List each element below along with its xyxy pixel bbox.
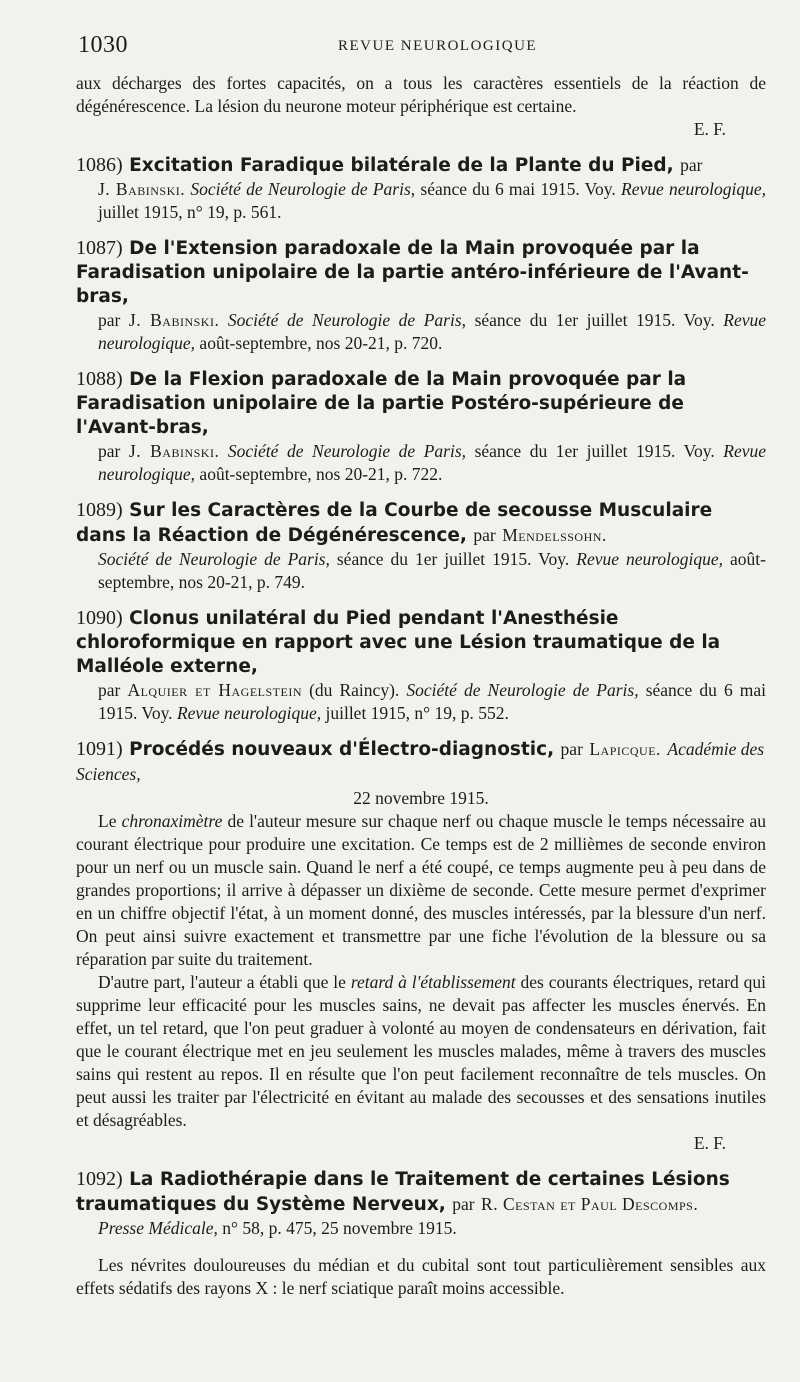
page-content [76,72,766,1300]
entry-by: par [560,739,583,759]
entry-by: par [98,680,121,700]
entry-journal: Revue neurologique, [176,703,322,723]
entry-title: Sur les Caractères de la Courbe de secousse Musculaire dans la Réaction de Dégénérescence, [76,500,713,546]
intro-paragraph [76,72,766,141]
entry-by: par [452,1194,475,1214]
text-run: de l'auteur mesure sur chaque nerf ou chaque muscle le temps nécessaire au courant électrique pour produire une excitation. Ce temps est de 2 millièmes de seconde environ pour un nerf ou un muscle sain. Quand le nerf a été coupé, ce temps augmente peu à peu dans de grandes proportions; il arrive à dépasser un dixième de seconde. Cette mesure permet d'exprimer en un chiffre objectif l'état, à un moment donné, des muscles intéressés, par la blessure d'un nerf. On peut ainsi suivre exactement et transmettre par une fiche l'évolution de la blessure ou sa réparation par suite du traitement. [76,811,767,969]
abstract-paragraph-2 [76,971,766,1132]
entry-author: R. Cestan et Paul Descomps. [481,1194,699,1214]
entry-title: De l'Extension paradoxale de la Main provoquée par la Faradisation unipolaire de la partie antéro-inférieure de l'Avant-bras, [76,238,749,307]
entry-session: séance du 1er juillet 1915. Voy. [474,310,715,330]
entry-society: Société de Neurologie de Paris, [227,441,467,461]
intro-text: aux décharges des fortes capacités, on a tous les caractères essentiels de la réaction de dégénérescence. La lésion du neurone moteur périphérique est certaine. [76,73,766,116]
entry-number: 1091) [76,738,123,760]
text-run: Le [98,811,117,831]
entry-reference [76,309,766,355]
entry-society: Académie des Sciences, [76,739,765,784]
entry-session: séance du 6 mai 1915. Voy. [420,179,616,199]
entry-reference [76,1217,766,1240]
entry-title: Procédés nouveaux d'Électro-diagnostic, [129,739,555,760]
entry-society: Société de Neurologie de Paris, [98,549,330,569]
entry-author: J. Babinski. [98,179,186,199]
entry-by: par [680,155,703,175]
entry-1090 [76,606,766,725]
abstract-paragraph: Les névrites douloureuses du médian et du cubital sont tout particulièrement sensibles aux effets sédatifs des rayons X : le nerf sciatique paraît moins accessible. [76,1255,766,1298]
entry-session: séance du 6 mai 1915. Voy. [98,680,767,723]
entry-session: séance du 1er juillet 1915. Voy. [336,549,570,569]
entry-1092 [76,1167,766,1300]
text-run: des courants électriques, retard qui supprime leur efficacité pour les muscles sains, ne devait pas affecter les muscles énervés. En effet, un tel retard, que l'on peut graduer à volonté au moyen de condensateurs en dérivation, fait que le courant électrique met en jeu seulement les muscles malades, même à travers des muscles sains qui restent au repos. Il en résulte que l'on peut facilement reconnaître de tels muscles. On peut aussi les traiter par l'électricité en évitant au malade des secousses et des sensations inutiles et désagréables. [76,972,767,1130]
entry-number: 1088) [76,368,123,390]
abstract-paragraph-1 [76,810,766,971]
abstract-signature: E. F. [693,1133,726,1153]
intro-signature: E. F. [693,119,726,139]
entry-by: par [98,441,121,461]
entry-number: 1086) [76,154,123,176]
entry-society: Société de Neurologie de Paris, [227,310,467,330]
entry-number: 1090) [76,607,123,629]
entry-issue: juillet 1915, n° 19, p. 552. [325,703,509,723]
entry-author: J. Babinski. [128,310,220,330]
entry-date: 22 novembre 1915. [353,788,489,808]
entry-1089 [76,498,766,594]
entry-title: De la Flexion paradoxale de la Main provoquée par la Faradisation unipolaire de la partie Postéro-supérieure de l'Avant-bras, [76,369,687,438]
entry-1086 [76,153,766,224]
term-italic: chronaximètre [121,811,223,831]
entry-1088 [76,367,766,486]
page-header [78,32,758,62]
entry-author: Lapicque. [589,739,661,759]
text-run: D'autre part, l'auteur a établi que le [98,972,346,992]
entry-number: 1087) [76,237,123,259]
running-head: REVUE NEUROLOGIQUE [338,38,538,54]
entry-by: par [98,310,121,330]
entry-society: Société de Neurologie de Paris, [406,680,639,700]
entry-by: par [473,525,496,545]
entry-reference [76,178,766,224]
entry-reference [76,548,766,594]
entry-title: La Radiothérapie dans le Traitement de certaines Lésions traumatiques du Système Nerveux, [76,1169,730,1215]
entry-author-location: (du Raincy). [309,680,400,700]
entry-journal: Presse Médicale, [98,1218,218,1238]
entry-issue: août-septembre, nos 20-21, p. 722. [199,464,443,484]
entry-journal: Revue neurologique, [621,179,767,199]
entry-author: J. Babinski. [128,441,220,461]
entry-author: Alquier et Hagelstein [127,680,303,700]
entry-reference [76,440,766,486]
entry-reference [76,679,766,725]
entry-issue: août-septembre, nos 20-21, p. 720. [199,333,443,353]
entry-society: Société de Neurologie de Paris, [190,179,416,199]
entry-journal: Revue neurologique, [98,310,767,353]
page-number: 1030 [78,32,128,58]
entry-issue: juillet 1915, n° 19, p. 561. [98,202,282,222]
entry-author: Mendelssohn. [502,525,607,545]
entry-1087 [76,236,766,355]
entry-1091 [76,737,766,1155]
term-italic: retard à l'établissement [350,972,516,992]
entry-number: 1089) [76,499,123,521]
entry-journal: Revue neurologique, [98,441,767,484]
entry-title: Excitation Faradique bilatérale de la Plante du Pied, [129,155,674,176]
entry-session: séance du 1er juillet 1915. Voy. [474,441,715,461]
entry-number: 1092) [76,1168,123,1190]
entry-title: Clonus unilatéral du Pied pendant l'Anesthésie chloroformique en rapport avec une Lésion traumatique de la Malléole externe, [76,608,721,677]
entry-journal: Revue neurologique, [576,549,724,569]
entry-issue: août-septembre, nos 20-21, p. 749. [98,549,766,592]
entry-issue: n° 58, p. 475, 25 novembre 1915. [222,1218,457,1238]
